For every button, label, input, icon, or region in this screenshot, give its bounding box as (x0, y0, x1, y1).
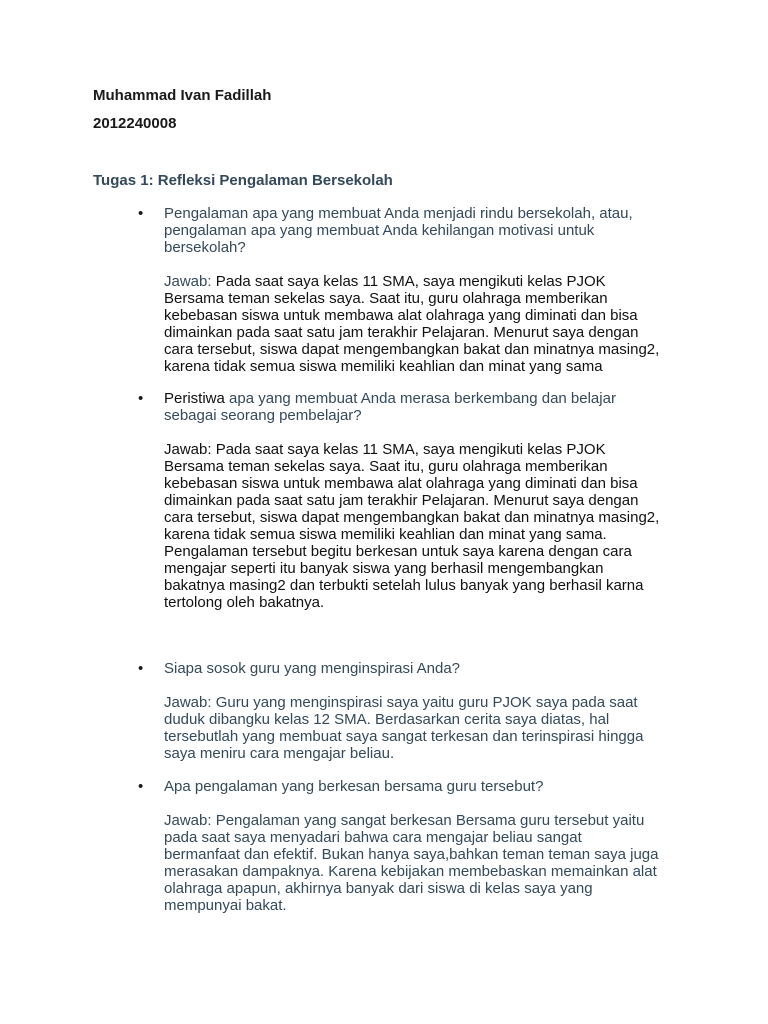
question-text: Siapa sosok guru yang menginspirasi Anda? (164, 660, 461, 677)
answer-text: Jawab: Pada saat saya kelas 11 SMA, saya mengikuti kelas PJOK Bersama teman sekelas saya. Saat itu, guru olahraga memberikan kebebasan siswa untuk membawa alat olahraga yang diminati dan bisa dimainkan pada saat satu jam terakhir Pelajaran. Menurut saya dengan cara tersebut, siswa dapat mengembangkan bakat dan minatnya masing2, karena tidak semua siswa memiliki keahlian dan minat yang sama. Pengalaman tersebut begitu berkesan untuk saya karena dengan cara mengajar seperti itu banyak siswa yang berhasil mengembangkan bakatnya masing2 dan terbukti setelah lulus banyak yang berhasil karna tertolong oleh bakatnya. (164, 441, 660, 611)
bullet-marker: • (138, 778, 144, 795)
answer-text (164, 273, 724, 375)
author-name: Muhammad Ivan Fadillah (93, 87, 272, 104)
bullet-marker: • (138, 660, 144, 677)
question-lead: Peristiwa (164, 390, 225, 407)
answer-text: Jawab: Guru yang menginspirasi saya yaitu guru PJOK saya pada saat duduk dibangku kelas 12 SMA. Berdasarkan cerita saya diatas, hal tersebutlah yang membuat saya sangat terkesan dan terinspirasi hingga saya meniru cara mengajar beliau. (164, 694, 644, 762)
question-body: apa yang membuat Anda merasa berkembang dan belajar sebagai seorang pembelajar? (164, 390, 616, 424)
bullet-marker: • (138, 205, 144, 222)
task-title: Tugas 1: Refleksi Pengalaman Bersekolah (93, 172, 393, 189)
student-id: 2012240008 (93, 115, 177, 132)
question-text: Apa pengalaman yang berkesan bersama guru tersebut? (164, 778, 544, 795)
question-text: Pengalaman apa yang membuat Anda menjadi rindu bersekolah, atau, pengalaman apa yang membuat Anda kehilangan motivasi untuk bersekolah? (164, 205, 633, 256)
answer-body: Pada saat saya kelas 11 SMA, saya mengikuti kelas PJOK Bersama teman sekelas saya. Saat itu, guru olahraga memberikan kebebasan siswa untuk membawa alat olahraga yang diminati dan bisa dimainkan pada saat satu jam terakhir Pelajaran. Menurut saya dengan cara tersebut, siswa dapat mengembangkan bakat dan minatnya masing2, karena tidak semua siswa memiliki keahlian dan minat yang sama (164, 273, 660, 375)
bullet-marker: • (138, 390, 144, 407)
answer-text: Jawab: Pengalaman yang sangat berkesan Bersama guru tersebut yaitu pada saat saya menyadari bahwa cara mengajar beliau sangat bermanfaat dan efektif. Bukan hanya saya,bahkan teman teman saya juga merasakan dampaknya. Karena kebijakan membebaskan memainkan alat olahraga apapun, akhirnya banyak dari siswa di kelas saya yang mempunyai bakat. (164, 812, 659, 914)
answer-label: Jawab: (164, 273, 212, 290)
question-text (164, 390, 724, 424)
